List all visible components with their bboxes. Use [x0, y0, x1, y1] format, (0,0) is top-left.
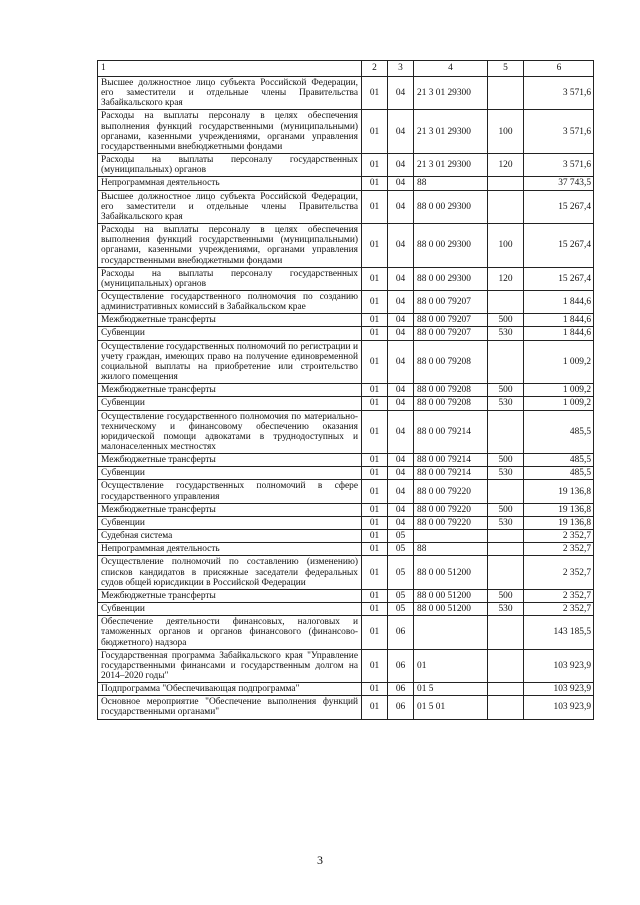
cell-section: 01: [362, 696, 388, 719]
cell-description: Расходы на выплаты персоналу государственных (муниципальных) органов: [98, 267, 362, 290]
table-row: [98, 340, 594, 384]
cell-amount: 2 352,7: [524, 543, 594, 556]
cell-amount: 15 267,4: [524, 190, 594, 223]
table-row: [98, 110, 594, 154]
table-row: [98, 696, 594, 719]
cell-amount: 19 136,8: [524, 503, 594, 516]
cell-section: 01: [362, 589, 388, 602]
table-row: [98, 410, 594, 454]
table-row: [98, 327, 594, 340]
cell-expense-type: 500: [488, 589, 524, 602]
cell-section: 01: [362, 616, 388, 649]
cell-description: Судебная система: [98, 530, 362, 543]
cell-section: 01: [362, 110, 388, 154]
table-row: [98, 556, 594, 589]
cell-subsection: 04: [388, 190, 414, 223]
cell-target-article: 88 0 00 79207: [414, 314, 488, 327]
cell-section: 01: [362, 327, 388, 340]
cell-expense-type: [488, 616, 524, 649]
cell-amount: 2 352,7: [524, 530, 594, 543]
cell-subsection: 04: [388, 397, 414, 410]
cell-description: Субвенции: [98, 327, 362, 340]
cell-target-article: 21 3 01 29300: [414, 77, 488, 110]
cell-section: 01: [362, 530, 388, 543]
cell-target-article: 88 0 00 79214: [414, 467, 488, 480]
cell-section: 01: [362, 503, 388, 516]
cell-description: Высшее должностное лицо субъекта Российской Федерации, его заместители и отдельные члены Правительства Забайкальского края: [98, 77, 362, 110]
cell-subsection: 04: [388, 516, 414, 529]
header-cell-description: 1: [98, 61, 362, 77]
cell-target-article: 88 0 00 29300: [414, 190, 488, 223]
cell-section: 01: [362, 77, 388, 110]
cell-subsection: 04: [388, 290, 414, 313]
cell-section: 01: [362, 543, 388, 556]
cell-amount: 1 009,2: [524, 384, 594, 397]
table-row: [98, 384, 594, 397]
cell-target-article: [414, 530, 488, 543]
cell-expense-type: [488, 649, 524, 682]
cell-expense-type: [488, 410, 524, 454]
page-number: 3: [317, 853, 323, 867]
cell-expense-type: [488, 177, 524, 190]
table-row: [98, 543, 594, 556]
cell-amount: 15 267,4: [524, 224, 594, 268]
cell-subsection: 04: [388, 267, 414, 290]
cell-expense-type: 530: [488, 603, 524, 616]
cell-subsection: 04: [388, 77, 414, 110]
cell-description: Непрограммная деятельность: [98, 543, 362, 556]
cell-amount: 103 923,9: [524, 696, 594, 719]
cell-expense-type: [488, 77, 524, 110]
cell-target-article: 88 0 00 79220: [414, 503, 488, 516]
cell-target-article: 88 0 00 51200: [414, 603, 488, 616]
cell-subsection: 04: [388, 480, 414, 503]
table-row: [98, 683, 594, 696]
cell-section: 01: [362, 649, 388, 682]
cell-target-article: 88 0 00 29300: [414, 224, 488, 268]
cell-amount: 1 009,2: [524, 397, 594, 410]
cell-section: 01: [362, 314, 388, 327]
cell-target-article: 88 0 00 79208: [414, 397, 488, 410]
cell-description: Субвенции: [98, 397, 362, 410]
cell-description: Государственная программа Забайкальского края "Управление государственными финансами и государственным долгом на 2014–2020 годы": [98, 649, 362, 682]
header-cell-amount: 6: [524, 61, 594, 77]
cell-section: 01: [362, 190, 388, 223]
table-row: [98, 454, 594, 467]
cell-subsection: 04: [388, 327, 414, 340]
cell-description: Субвенции: [98, 516, 362, 529]
cell-section: 01: [362, 384, 388, 397]
cell-target-article: 01 5 01: [414, 696, 488, 719]
cell-amount: 15 267,4: [524, 267, 594, 290]
cell-amount: 2 352,7: [524, 589, 594, 602]
cell-expense-type: [488, 480, 524, 503]
cell-amount: 2 352,7: [524, 556, 594, 589]
cell-expense-type: 500: [488, 314, 524, 327]
table-row: [98, 290, 594, 313]
cell-subsection: 04: [388, 503, 414, 516]
cell-description: Подпрограмма "Обеспечивающая подпрограмма": [98, 683, 362, 696]
table-row: [98, 649, 594, 682]
table-row: [98, 530, 594, 543]
cell-section: 01: [362, 603, 388, 616]
cell-target-article: 88 0 00 79207: [414, 290, 488, 313]
cell-subsection: 05: [388, 543, 414, 556]
cell-description: Высшее должностное лицо субъекта Российской Федерации, его заместители и отдельные члены Правительства Забайкальского края: [98, 190, 362, 223]
table-row: [98, 603, 594, 616]
cell-section: 01: [362, 340, 388, 384]
cell-amount: 485,5: [524, 454, 594, 467]
cell-amount: 1 844,6: [524, 327, 594, 340]
cell-section: 01: [362, 397, 388, 410]
cell-description: Обеспечение деятельности финансовых, налоговых и таможенных органов и органов финансового (финансово-бюджетного) надзора: [98, 616, 362, 649]
cell-target-article: 88 0 00 51200: [414, 556, 488, 589]
cell-section: 01: [362, 454, 388, 467]
cell-subsection: 04: [388, 410, 414, 454]
cell-target-article: 88 0 00 79208: [414, 340, 488, 384]
table-row: [98, 177, 594, 190]
cell-expense-type: 530: [488, 516, 524, 529]
cell-description: Межбюджетные трансферты: [98, 384, 362, 397]
table-row: [98, 467, 594, 480]
cell-subsection: 04: [388, 110, 414, 154]
header-cell-target-article: 4: [414, 61, 488, 77]
cell-description: Осуществление государственных полномочий в сфере государственного управления: [98, 480, 362, 503]
cell-target-article: 88: [414, 543, 488, 556]
table-body: [98, 61, 594, 720]
table-row: [98, 616, 594, 649]
cell-expense-type: 500: [488, 454, 524, 467]
cell-description: Межбюджетные трансферты: [98, 314, 362, 327]
cell-expense-type: 530: [488, 397, 524, 410]
cell-expense-type: [488, 556, 524, 589]
table-row: [98, 314, 594, 327]
cell-subsection: 05: [388, 556, 414, 589]
cell-description: Межбюджетные трансферты: [98, 454, 362, 467]
cell-expense-type: 500: [488, 503, 524, 516]
cell-subsection: 06: [388, 683, 414, 696]
table-row: [98, 503, 594, 516]
cell-amount: 103 923,9: [524, 649, 594, 682]
cell-expense-type: [488, 696, 524, 719]
table-row: [98, 397, 594, 410]
cell-description: Осуществление государственных полномочий по регистрации и учету граждан, имеющих право на получение единовременной социальной выплаты на приобретение или строительство жилого помещения: [98, 340, 362, 384]
cell-target-article: 88 0 00 79220: [414, 516, 488, 529]
cell-description: Непрограммная деятельность: [98, 177, 362, 190]
cell-subsection: 05: [388, 530, 414, 543]
cell-amount: 143 185,5: [524, 616, 594, 649]
cell-expense-type: [488, 340, 524, 384]
cell-target-article: 88 0 00 79214: [414, 454, 488, 467]
cell-amount: 19 136,8: [524, 480, 594, 503]
cell-amount: 3 571,6: [524, 154, 594, 177]
cell-description: Осуществление государственного полномочия по созданию административных комиссий в Забайкальском крае: [98, 290, 362, 313]
table-row: [98, 224, 594, 268]
cell-expense-type: [488, 543, 524, 556]
cell-target-article: [414, 616, 488, 649]
cell-description: Осуществление полномочий по составлению (изменению) списков кандидатов в присяжные заседатели федеральных судов общей юрисдикции в Российской Федерации: [98, 556, 362, 589]
cell-amount: 3 571,6: [524, 77, 594, 110]
cell-target-article: 01 5: [414, 683, 488, 696]
cell-description: Субвенции: [98, 467, 362, 480]
cell-amount: 19 136,8: [524, 516, 594, 529]
cell-subsection: 04: [388, 154, 414, 177]
cell-amount: 485,5: [524, 467, 594, 480]
cell-description: Расходы на выплаты персоналу в целях обеспечения выполнения функций государственными (муниципальными) органами, казенными учреждениями, органами управления государственными внебюджетными фондами: [98, 224, 362, 268]
table-row: [98, 77, 594, 110]
cell-subsection: 06: [388, 696, 414, 719]
cell-target-article: 21 3 01 29300: [414, 110, 488, 154]
cell-expense-type: 120: [488, 267, 524, 290]
cell-target-article: 21 3 01 29300: [414, 154, 488, 177]
header-cell-expense-type: 5: [488, 61, 524, 77]
cell-expense-type: [488, 290, 524, 313]
table-header-row: [98, 61, 594, 77]
cell-amount: 1 844,6: [524, 290, 594, 313]
cell-description: Основное мероприятие "Обеспечение выполнения функций государственными органами": [98, 696, 362, 719]
cell-subsection: 04: [388, 314, 414, 327]
cell-target-article: 88 0 00 79214: [414, 410, 488, 454]
cell-expense-type: 100: [488, 224, 524, 268]
cell-section: 01: [362, 683, 388, 696]
cell-expense-type: 100: [488, 110, 524, 154]
cell-target-article: 88 0 00 79220: [414, 480, 488, 503]
cell-subsection: 05: [388, 603, 414, 616]
cell-subsection: 04: [388, 467, 414, 480]
cell-expense-type: [488, 683, 524, 696]
header-cell-subsection: 3: [388, 61, 414, 77]
cell-description: Расходы на выплаты персоналу в целях обеспечения выполнения функций государственными (муниципальными) органами, казенными учреждениями, органами управления государственными внебюджетными фондами: [98, 110, 362, 154]
cell-description: Осуществление государственного полномочия по материально-техническому и финансовому обеспечению оказания юридической помощи адвокатами в труднодоступных и малонаселенных местностях: [98, 410, 362, 454]
table-row: [98, 589, 594, 602]
cell-amount: 485,5: [524, 410, 594, 454]
cell-subsection: 06: [388, 616, 414, 649]
cell-section: 01: [362, 480, 388, 503]
cell-subsection: 06: [388, 649, 414, 682]
cell-section: 01: [362, 177, 388, 190]
cell-amount: 103 923,9: [524, 683, 594, 696]
cell-description: Расходы на выплаты персоналу государственных (муниципальных) органов: [98, 154, 362, 177]
table-row: [98, 267, 594, 290]
cell-section: 01: [362, 556, 388, 589]
cell-description: Субвенции: [98, 603, 362, 616]
cell-subsection: 04: [388, 177, 414, 190]
cell-subsection: 04: [388, 340, 414, 384]
cell-expense-type: 500: [488, 384, 524, 397]
cell-section: 01: [362, 224, 388, 268]
cell-section: 01: [362, 290, 388, 313]
cell-amount: 2 352,7: [524, 603, 594, 616]
cell-section: 01: [362, 516, 388, 529]
cell-section: 01: [362, 467, 388, 480]
cell-section: 01: [362, 410, 388, 454]
cell-description: Межбюджетные трансферты: [98, 589, 362, 602]
cell-amount: 3 571,6: [524, 110, 594, 154]
cell-subsection: 04: [388, 454, 414, 467]
cell-amount: 1 009,2: [524, 340, 594, 384]
cell-subsection: 04: [388, 224, 414, 268]
cell-target-article: 88 0 00 79208: [414, 384, 488, 397]
cell-expense-type: 530: [488, 467, 524, 480]
table-row: [98, 154, 594, 177]
cell-target-article: 88 0 00 29300: [414, 267, 488, 290]
cell-subsection: 05: [388, 589, 414, 602]
cell-expense-type: 120: [488, 154, 524, 177]
cell-target-article: 88 0 00 79207: [414, 327, 488, 340]
cell-section: 01: [362, 267, 388, 290]
cell-expense-type: [488, 530, 524, 543]
cell-target-article: 88 0 00 51200: [414, 589, 488, 602]
table-row: [98, 516, 594, 529]
header-cell-section: 2: [362, 61, 388, 77]
cell-target-article: 01: [414, 649, 488, 682]
cell-expense-type: [488, 190, 524, 223]
cell-subsection: 04: [388, 384, 414, 397]
table-row: [98, 190, 594, 223]
cell-expense-type: 530: [488, 327, 524, 340]
cell-description: Межбюджетные трансферты: [98, 503, 362, 516]
cell-amount: 37 743,5: [524, 177, 594, 190]
table-row: [98, 480, 594, 503]
cell-amount: 1 844,6: [524, 314, 594, 327]
cell-target-article: 88: [414, 177, 488, 190]
budget-table: [97, 60, 594, 720]
cell-section: 01: [362, 154, 388, 177]
